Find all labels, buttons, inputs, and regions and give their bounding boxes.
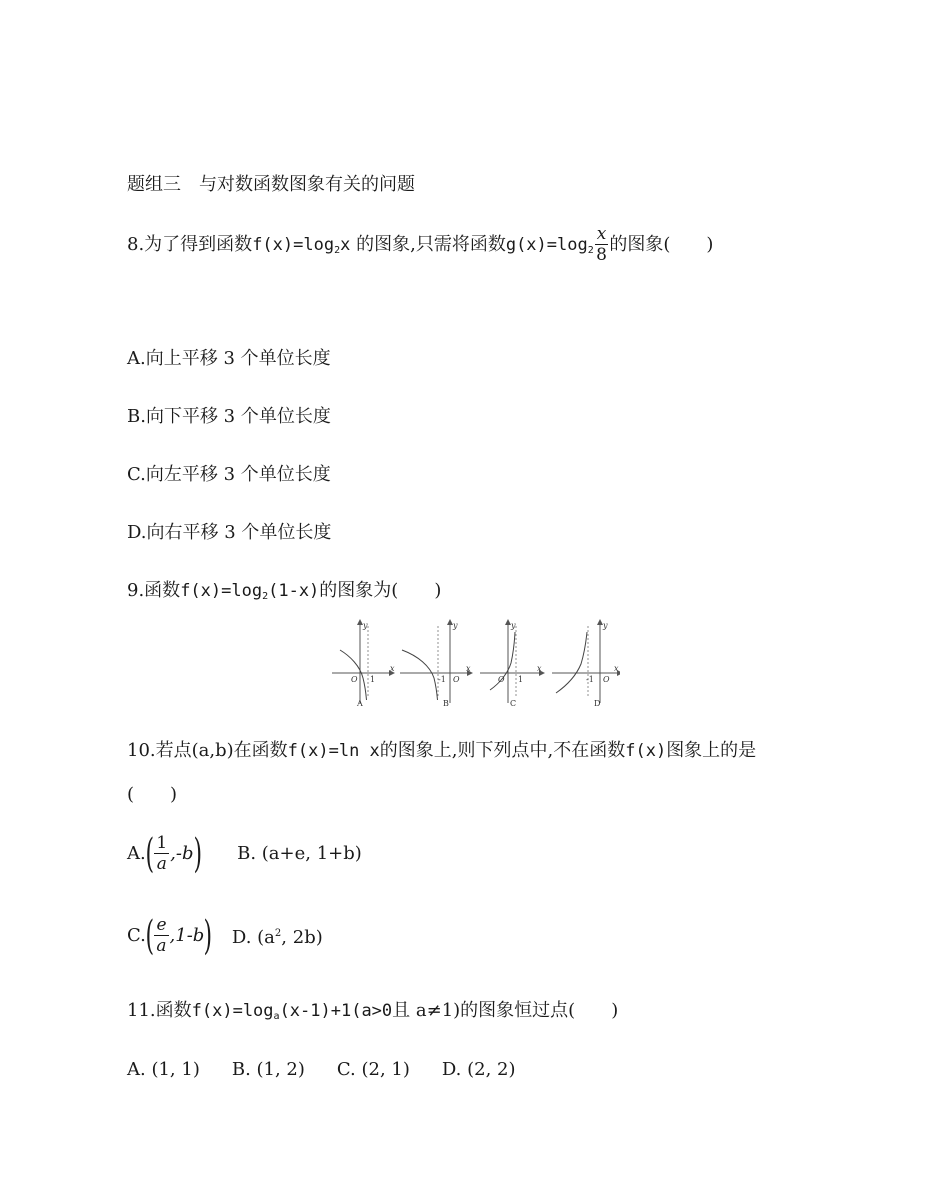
graph-d-curve (556, 632, 587, 693)
q11-option-c: C. (2, 1) (336, 1059, 410, 1080)
q10-suffix: 图象上的是 (666, 740, 757, 761)
section-title: 题组三 与对数函数图象有关的问题 (127, 174, 415, 195)
question-11-stem (127, 998, 618, 1030)
q11-option-a: A. (1, 1) (127, 1059, 200, 1080)
q10-option-d (232, 912, 323, 960)
q9-suffix: 的图象为( ) (319, 580, 442, 601)
q10-options-row-1 (127, 832, 362, 876)
q9-prefix: 9.函数 (127, 580, 181, 601)
q8-g-fraction (595, 226, 609, 264)
graph-a-y-label: y (363, 621, 368, 630)
q8-option-c: C.向左平移 3 个单位长度 (127, 464, 331, 485)
q10-opt-c-den: a (156, 936, 167, 956)
q8-f-sub: 2 (334, 245, 341, 256)
q10-opt-c-rparen: ) (203, 913, 213, 959)
graph-d-origin: O (603, 675, 610, 684)
graph-a-origin: O (351, 675, 358, 684)
q9-expr-rest: (1-x) (268, 581, 320, 601)
question-8-stem (127, 226, 713, 264)
q10-opt-a-den: a (156, 854, 167, 874)
graph-c-label: C (510, 699, 517, 708)
q8-option-a: A.向上平移 3 个单位长度 (127, 348, 331, 369)
graph-d-label: D (594, 699, 601, 708)
graph-a-label: A (357, 699, 363, 708)
q8-prefix: 8.为了得到函数 (127, 234, 253, 255)
q10-opt-a-rparen: ) (193, 831, 202, 877)
graph-b-label: B (443, 699, 449, 708)
q11-option-d: D. (2, 2) (441, 1059, 516, 1080)
q10-opt-c-lparen: ( (145, 913, 154, 959)
question-9-stem (127, 578, 441, 610)
graph-d-x-label: x (614, 664, 619, 673)
q8-g-expr: g(x)=log (505, 235, 588, 255)
question-10-blank: ( ) (127, 784, 178, 805)
q10-opt-a-label: A. (127, 843, 146, 864)
q8-option-d: D.向右平移 3 个单位长度 (127, 522, 332, 543)
q9-sub: 2 (262, 591, 269, 602)
q9-graphs-svg (330, 618, 620, 710)
q10-expr2: f(x) (625, 741, 667, 761)
q10-opt-d-post: , 2b) (281, 927, 323, 948)
graph-d-mark: -1 (586, 675, 594, 684)
q10-option-c (127, 914, 212, 958)
q10-opt-a-num: 1 (156, 833, 168, 853)
q10-opt-d-pre: D. (a (231, 927, 275, 948)
graph-b-y-label: y (453, 621, 458, 630)
q11-suffix: 的图象恒过点( ) (460, 1000, 619, 1021)
graph-c (480, 621, 542, 708)
q11-sub: a (273, 1011, 280, 1022)
graph-a-mark: 1 (370, 675, 376, 684)
q10-opt-a-lparen: ( (145, 831, 154, 877)
q8-frac-num: x (596, 224, 607, 244)
graph-b-origin: O (453, 675, 460, 684)
q9-expr: f(x)=log (180, 581, 263, 601)
q8-mid: 的图象,只需将函数 (356, 234, 506, 255)
graph-b-x-label: x (466, 664, 471, 673)
q10-options-row-2 (127, 912, 323, 960)
graph-c-mark: 1 (518, 675, 524, 684)
graph-c-origin: O (498, 675, 505, 684)
q8-suffix: 的图象( ) (609, 234, 714, 255)
graph-b (400, 621, 471, 708)
q10-mid: 的图象上,则下列点中,不在函数 (379, 740, 626, 761)
q11-option-b: B. (1, 2) (231, 1059, 305, 1080)
q10-option-b: B. (a+e, 1+b) (237, 843, 362, 864)
q8-f-expr: f(x)=log (252, 235, 335, 255)
graph-c-y-label: y (511, 621, 516, 630)
q10-opt-a-fraction (154, 835, 169, 873)
q9-graph-options (330, 618, 620, 710)
q10-opt-c-num: e (156, 915, 167, 935)
graph-c-x-label: x (537, 664, 542, 673)
q11-options (127, 1057, 516, 1083)
graph-d (552, 621, 620, 708)
q8-frac-den: 8 (596, 245, 607, 265)
q10-prefix: 10.若点(a,b)在函数 (127, 740, 288, 761)
graph-a-x-label: x (390, 664, 395, 673)
question-10-stem (127, 738, 756, 764)
graph-d-y-label: y (603, 621, 608, 630)
q10-option-a (127, 832, 201, 876)
q8-option-b: B.向下平移 3 个单位长度 (127, 406, 331, 427)
q11-prefix: 11.函数 (127, 1000, 192, 1021)
q10-expr: f(x)=ln x (287, 741, 380, 761)
q10-opt-c-fraction (154, 917, 168, 955)
q11-expr: f(x)=log (191, 1001, 274, 1021)
q11-expr-rest: (x-1)+1(a>0 (279, 1001, 393, 1021)
q10-opt-a-rest: ,-b (170, 843, 194, 864)
graph-b-curve (402, 650, 438, 700)
q11-cond: 且 a≠1) (392, 1000, 461, 1021)
q8-g-sub: 2 (587, 245, 594, 256)
graph-a (332, 621, 395, 708)
q10-opt-c-rest: ,1-b (169, 925, 205, 946)
q10-opt-d-sup: 2 (274, 928, 282, 939)
q8-f-var: x (340, 235, 351, 255)
q10-opt-c-label: C. (127, 925, 146, 946)
graph-b-mark: -1 (438, 675, 446, 684)
